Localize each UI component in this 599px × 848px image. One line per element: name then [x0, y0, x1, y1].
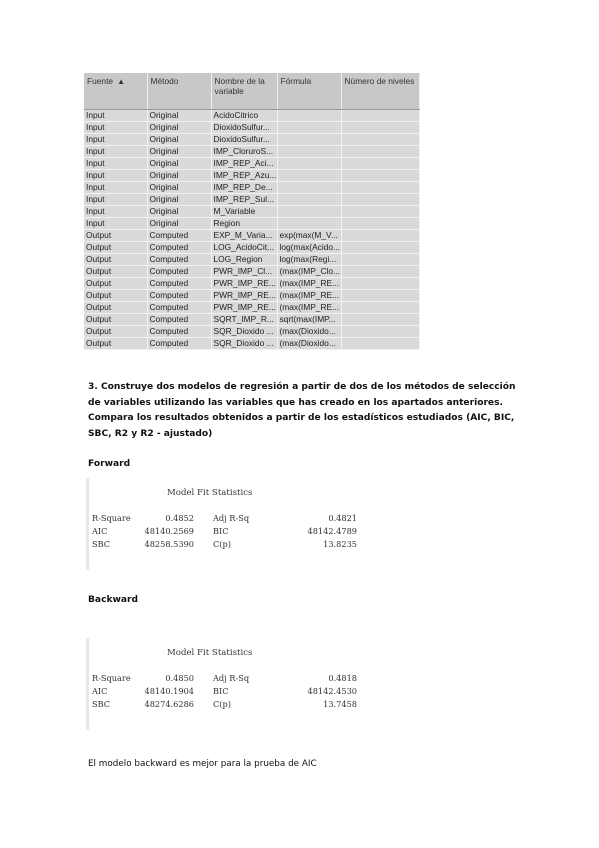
cell-variable-name: DioxidoSulfur...: [211, 122, 277, 134]
cell-method: Original: [147, 194, 211, 206]
conclusion-text: El modelo backward es mejor para la prueba de AIC: [88, 759, 317, 769]
question-paragraph: 3. Construye dos modelos de regresión a partir de dos de los métodos de selección de variables utilizando las variables que has creado en los apartados anteriores. Compara los resultados obtenidos a partir de los estadísticos estudiados (AIC, BIC, SBC, R2 y R2 - ajustado): [88, 382, 516, 439]
cell-source: Output: [84, 302, 147, 314]
cell-formula: [277, 182, 341, 194]
fit-row: [92, 686, 357, 698]
cell-formula: [277, 158, 341, 170]
table-row[interactable]: [84, 170, 419, 182]
cell-levels: [341, 302, 419, 314]
table-row[interactable]: [84, 158, 419, 170]
table-row[interactable]: [84, 218, 419, 230]
table-row[interactable]: [84, 206, 419, 218]
table-row[interactable]: [84, 242, 419, 254]
cell-variable-name: M_Variable: [211, 206, 277, 218]
cell-variable-name: IMP_CloruroS...: [211, 146, 277, 158]
forward-fit-title: Model Fit Statistics: [167, 488, 253, 498]
cell-levels: [341, 338, 419, 350]
cell-source: Output: [84, 314, 147, 326]
cell-source: Input: [84, 170, 147, 182]
table-row[interactable]: [84, 230, 419, 242]
forward-fit-statistics: [86, 478, 361, 570]
table-row[interactable]: [84, 326, 419, 338]
cell-method: Computed: [147, 338, 211, 350]
stat-value: 48142.4789: [307, 526, 357, 536]
stat-label: AIC: [92, 686, 108, 696]
cell-levels: [341, 146, 419, 158]
stat-value: 48140.2569: [144, 526, 194, 536]
cell-levels: [341, 242, 419, 254]
cell-variable-name: SQR_Dioxido ...: [211, 326, 277, 338]
cell-formula: (max(IMP_RE...: [277, 278, 341, 290]
fit-row: [92, 539, 357, 551]
cell-source: Output: [84, 266, 147, 278]
cell-variable-name: IMP_REP_Aci...: [211, 158, 277, 170]
table-row[interactable]: [84, 182, 419, 194]
cell-formula: log(max(Regi...: [277, 254, 341, 266]
cell-formula: [277, 218, 341, 230]
table-row[interactable]: [84, 254, 419, 266]
cell-source: Output: [84, 278, 147, 290]
cell-variable-name: PWR_IMP_RE...: [211, 278, 277, 290]
cell-source: Output: [84, 242, 147, 254]
cell-method: Original: [147, 146, 211, 158]
stat-value: 13.8235: [323, 539, 357, 549]
cell-method: Original: [147, 170, 211, 182]
variables-table-body: [84, 110, 419, 350]
cell-formula: [277, 146, 341, 158]
backward-fit-statistics: [86, 638, 361, 730]
cell-formula: (max(Dioxido...: [277, 338, 341, 350]
stat-label: SBC: [92, 539, 111, 549]
stat-value: 48142.4530: [307, 686, 357, 696]
cell-formula: (max(Dioxido...: [277, 326, 341, 338]
column-header-source[interactable]: Fuente ▲: [84, 73, 147, 110]
stat-label: Adj R-Sq: [213, 673, 250, 683]
stat-value: 48140.1904: [144, 686, 194, 696]
table-row[interactable]: [84, 290, 419, 302]
cell-source: Input: [84, 122, 147, 134]
cell-variable-name: AcidoCitrico: [211, 110, 277, 122]
table-row[interactable]: [84, 266, 419, 278]
cell-method: Original: [147, 182, 211, 194]
cell-method: Computed: [147, 242, 211, 254]
table-row[interactable]: [84, 302, 419, 314]
stat-label: BIC: [213, 526, 229, 536]
cell-levels: [341, 206, 419, 218]
cell-method: Original: [147, 134, 211, 146]
cell-variable-name: SQRT_IMP_R...: [211, 314, 277, 326]
stat-value: 0.4850: [165, 673, 194, 683]
column-header-method[interactable]: Método: [147, 73, 211, 110]
stat-label: SBC: [92, 699, 111, 709]
cell-variable-name: IMP_REP_De...: [211, 182, 277, 194]
cell-method: Computed: [147, 266, 211, 278]
cell-variable-name: IMP_REP_Sul...: [211, 194, 277, 206]
cell-formula: log(max(Acido...: [277, 242, 341, 254]
table-row[interactable]: [84, 110, 419, 122]
stat-label: R-Square: [92, 673, 131, 683]
cell-formula: [277, 122, 341, 134]
cell-formula: (max(IMP_Clo...: [277, 266, 341, 278]
cell-formula: [277, 134, 341, 146]
cell-formula: (max(IMP_RE...: [277, 302, 341, 314]
cell-method: Original: [147, 158, 211, 170]
cell-levels: [341, 326, 419, 338]
column-header-variable-name[interactable]: Nombre de la variable: [211, 73, 277, 110]
cell-source: Input: [84, 194, 147, 206]
cell-method: Computed: [147, 314, 211, 326]
cell-formula: [277, 194, 341, 206]
cell-source: Input: [84, 134, 147, 146]
cell-formula: [277, 170, 341, 182]
stat-label: C(p): [213, 539, 231, 549]
cell-variable-name: LOG_Region: [211, 254, 277, 266]
stat-label: BIC: [213, 686, 229, 696]
cell-formula: (max(IMP_RE...: [277, 290, 341, 302]
column-header-formula[interactable]: Fórmula: [277, 73, 341, 110]
cell-method: Computed: [147, 290, 211, 302]
table-row[interactable]: [84, 314, 419, 326]
table-row[interactable]: [84, 134, 419, 146]
cell-variable-name: PWR_IMP_RE...: [211, 302, 277, 314]
cell-variable-name: SQR_Dioxido ...: [211, 338, 277, 350]
stat-label: R-Square: [92, 513, 131, 523]
cell-levels: [341, 194, 419, 206]
cell-source: Output: [84, 290, 147, 302]
cell-levels: [341, 230, 419, 242]
cell-source: Output: [84, 254, 147, 266]
cell-source: Input: [84, 110, 147, 122]
sort-ascending-icon: ▲: [117, 77, 125, 86]
cell-source: Input: [84, 182, 147, 194]
cell-variable-name: PWR_IMP_Cl...: [211, 266, 277, 278]
cell-formula: sqrt(max(IMP...: [277, 314, 341, 326]
stat-value: 48274.6286: [144, 699, 194, 709]
cell-source: Output: [84, 338, 147, 350]
stat-label: AIC: [92, 526, 108, 536]
cell-variable-name: Region: [211, 218, 277, 230]
cell-levels: [341, 314, 419, 326]
cell-source: Input: [84, 158, 147, 170]
cell-levels: [341, 254, 419, 266]
cell-method: Computed: [147, 278, 211, 290]
table-row[interactable]: [84, 146, 419, 158]
cell-method: Original: [147, 122, 211, 134]
variables-table: [84, 73, 420, 350]
cell-source: Output: [84, 230, 147, 242]
stat-value: 0.4821: [328, 513, 357, 523]
cell-method: Computed: [147, 302, 211, 314]
cell-variable-name: DioxidoSulfur...: [211, 134, 277, 146]
cell-levels: [341, 278, 419, 290]
cell-variable-name: EXP_M_Varia...: [211, 230, 277, 242]
stat-value: 0.4852: [165, 513, 194, 523]
cell-source: Output: [84, 326, 147, 338]
cell-method: Original: [147, 206, 211, 218]
fit-row: [92, 673, 357, 685]
forward-heading: Forward: [88, 459, 131, 469]
backward-heading: Backward: [88, 595, 139, 605]
fit-row: [92, 513, 357, 525]
cell-levels: [341, 110, 419, 122]
cell-levels: [341, 170, 419, 182]
cell-levels: [341, 182, 419, 194]
backward-fit-title: Model Fit Statistics: [167, 648, 253, 658]
table-row[interactable]: [84, 194, 419, 206]
cell-source: Input: [84, 218, 147, 230]
cell-source: Input: [84, 146, 147, 158]
stat-value: 13.7458: [323, 699, 357, 709]
fit-row: [92, 699, 357, 711]
stat-label: Adj R-Sq: [213, 513, 250, 523]
cell-method: Computed: [147, 230, 211, 242]
cell-variable-name: LOG_AcidoCit...: [211, 242, 277, 254]
cell-method: Computed: [147, 254, 211, 266]
cell-variable-name: IMP_REP_Azu...: [211, 170, 277, 182]
stat-label: C(p): [213, 699, 231, 709]
cell-levels: [341, 290, 419, 302]
cell-levels: [341, 266, 419, 278]
cell-levels: [341, 158, 419, 170]
table-header-row: [84, 73, 419, 110]
cell-method: Original: [147, 110, 211, 122]
fit-row: [92, 526, 357, 538]
cell-formula: [277, 110, 341, 122]
table-row[interactable]: [84, 338, 419, 350]
cell-levels: [341, 122, 419, 134]
table-row[interactable]: [84, 278, 419, 290]
cell-formula: [277, 206, 341, 218]
cell-levels: [341, 218, 419, 230]
stat-value: 0.4818: [328, 673, 357, 683]
cell-source: Input: [84, 206, 147, 218]
cell-levels: [341, 134, 419, 146]
cell-formula: exp(max(M_V...: [277, 230, 341, 242]
table-row[interactable]: [84, 122, 419, 134]
stat-value: 48258.5390: [144, 539, 194, 549]
cell-method: Computed: [147, 326, 211, 338]
cell-variable-name: PWR_IMP_RE...: [211, 290, 277, 302]
cell-method: Original: [147, 218, 211, 230]
column-header-levels[interactable]: Número de niveles: [341, 73, 419, 110]
